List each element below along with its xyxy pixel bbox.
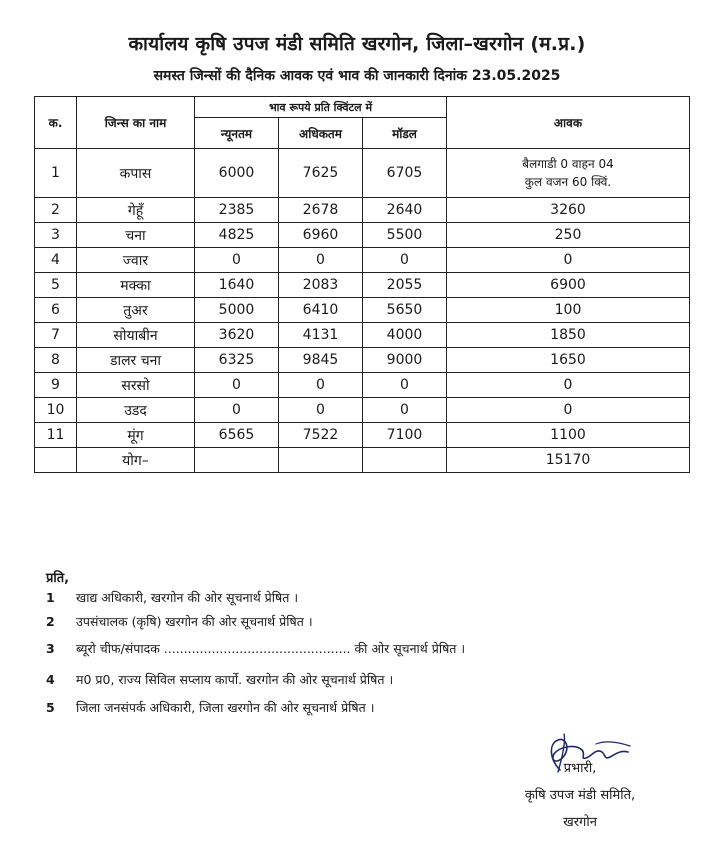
cell-modal: 0 <box>363 398 447 423</box>
cell-name: सरसो <box>77 373 195 398</box>
table-row <box>35 149 690 198</box>
cell-sno: 2 <box>35 198 77 223</box>
cell-max: 4131 <box>279 323 363 348</box>
cell-sno: 10 <box>35 398 77 423</box>
cell-empty <box>363 448 447 473</box>
list-item <box>46 664 666 696</box>
table-row <box>35 323 690 348</box>
cell-min: 0 <box>195 398 279 423</box>
cell-modal: 5500 <box>363 223 447 248</box>
list-item <box>46 610 666 634</box>
cell-min: 6565 <box>195 423 279 448</box>
cell-sno: 5 <box>35 273 77 298</box>
cell-max: 0 <box>279 248 363 273</box>
signature-block <box>480 755 680 836</box>
cell-arrival: 1100 <box>447 423 690 448</box>
list-item-number: 1 <box>46 590 55 605</box>
list-item-text: ब्यूरो चीफ/संपादक ............................................... की ओर सूचनार्थ प्रेषित । <box>76 641 466 656</box>
cell-sno: 9 <box>35 373 77 398</box>
signature-place: खरगोन <box>563 815 597 830</box>
arrival-line-2: कुल वजन 60 क्विं. <box>524 175 612 189</box>
cell-modal: 9000 <box>363 348 447 373</box>
cell-min: 0 <box>195 373 279 398</box>
total-label: योग– <box>77 448 195 473</box>
list-item-number: 2 <box>46 614 55 629</box>
cell-empty <box>279 448 363 473</box>
col-header-arrival: आवक <box>447 97 690 149</box>
list-item-number: 3 <box>46 641 55 656</box>
rates-table <box>34 96 690 473</box>
cell-arrival: 1850 <box>447 323 690 348</box>
cell-min: 3620 <box>195 323 279 348</box>
cell-arrival: 3260 <box>447 198 690 223</box>
list-item-text: म0 प्र0, राज्य सिविल सप्लाय कार्पो. खरगोन की ओर सूचनार्थ प्रेषित । <box>76 672 394 687</box>
cell-sno: 4 <box>35 248 77 273</box>
cell-max: 2083 <box>279 273 363 298</box>
col-header-min: न्यूनतम <box>195 118 279 149</box>
cell-max: 7522 <box>279 423 363 448</box>
cell-arrival: 100 <box>447 298 690 323</box>
cell-name: तुअर <box>77 298 195 323</box>
cell-name: चना <box>77 223 195 248</box>
list-item-number: 5 <box>46 700 55 715</box>
distribution-list <box>46 586 666 720</box>
cell-name: सोयाबीन <box>77 323 195 348</box>
cell-modal: 0 <box>363 373 447 398</box>
cell-arrival: 6900 <box>447 273 690 298</box>
cell-arrival: 0 <box>447 373 690 398</box>
list-item-number: 4 <box>46 672 55 687</box>
table-row <box>35 373 690 398</box>
cell-min: 0 <box>195 248 279 273</box>
cell-sno: 11 <box>35 423 77 448</box>
cell-name: उडद <box>77 398 195 423</box>
table-row <box>35 348 690 373</box>
cell-modal: 0 <box>363 248 447 273</box>
cell-max: 6960 <box>279 223 363 248</box>
table-row <box>35 423 690 448</box>
cell-sno: 8 <box>35 348 77 373</box>
table-row <box>35 248 690 273</box>
col-header-modal: मॉडल <box>363 118 447 149</box>
cell-modal: 2055 <box>363 273 447 298</box>
cell-max: 9845 <box>279 348 363 373</box>
list-item-text: उपसंचालक (कृषि) खरगोन की ओर सूचनार्थ प्रेषित । <box>76 614 313 629</box>
signature-office: कृषि उपज मंडी समिति, <box>524 788 636 803</box>
cell-min: 6000 <box>195 149 279 198</box>
table-row <box>35 198 690 223</box>
list-item <box>46 634 666 664</box>
cell-min: 4825 <box>195 223 279 248</box>
cell-modal: 5650 <box>363 298 447 323</box>
cell-arrival: 1650 <box>447 348 690 373</box>
col-header-rate-group: भाव रूपये प्रति क्विंटल में <box>195 97 447 118</box>
cell-empty <box>35 448 77 473</box>
cell-min: 1640 <box>195 273 279 298</box>
cell-modal: 2640 <box>363 198 447 223</box>
signature-designation: प्रभारी, <box>563 761 597 776</box>
arrival-line-1: बैलगाडी 0 वाहन 04 <box>522 157 614 171</box>
cell-name: डालर चना <box>77 348 195 373</box>
cell-modal: 6705 <box>363 149 447 198</box>
cell-arrival: 0 <box>447 248 690 273</box>
col-header-sno: क. <box>35 97 77 149</box>
document-subtitle: समस्त जिन्सों की दैनिक आवक एवं भाव की जानकारी दिनांक 23.05.2025 <box>153 68 561 84</box>
cell-arrival: 0 <box>447 398 690 423</box>
list-item-text: खाद्य अधिकारी, खरगोन की ओर सूचनार्थ प्रेषित । <box>76 590 299 605</box>
cell-modal: 4000 <box>363 323 447 348</box>
col-header-max: अधिकतम <box>279 118 363 149</box>
cell-min: 5000 <box>195 298 279 323</box>
cell-min: 2385 <box>195 198 279 223</box>
table-row <box>35 398 690 423</box>
cell-name: मक्का <box>77 273 195 298</box>
cell-sno: 7 <box>35 323 77 348</box>
cell-modal: 7100 <box>363 423 447 448</box>
table-row <box>35 223 690 248</box>
cell-arrival: 250 <box>447 223 690 248</box>
table-row <box>35 298 690 323</box>
cell-arrival <box>447 149 690 198</box>
cell-min: 6325 <box>195 348 279 373</box>
cell-name: गेहूँ <box>77 198 195 223</box>
list-item-text: जिला जनसंपर्क अधिकारी, जिला खरगोन की ओर सूचनार्थ प्रेषित । <box>76 700 375 715</box>
cell-sno: 6 <box>35 298 77 323</box>
list-item <box>46 586 666 610</box>
cell-empty <box>195 448 279 473</box>
total-value: 15170 <box>447 448 690 473</box>
cell-name: ज्वार <box>77 248 195 273</box>
cell-max: 6410 <box>279 298 363 323</box>
cell-sno: 1 <box>35 149 77 198</box>
cell-max: 7625 <box>279 149 363 198</box>
cell-name: मूंग <box>77 423 195 448</box>
table-row <box>35 273 690 298</box>
document-title: कार्यालय कृषि उपज मंडी समिति खरगोन, जिला–खरगोन (म.प्र.) <box>128 33 586 55</box>
cell-sno: 3 <box>35 223 77 248</box>
total-row <box>35 448 690 473</box>
cell-max: 2678 <box>279 198 363 223</box>
cell-max: 0 <box>279 398 363 423</box>
cell-max: 0 <box>279 373 363 398</box>
list-item <box>46 696 666 720</box>
cell-name: कपास <box>77 149 195 198</box>
col-header-name: जिन्स का नाम <box>77 97 195 149</box>
distribution-heading: प्रति, <box>46 571 70 586</box>
